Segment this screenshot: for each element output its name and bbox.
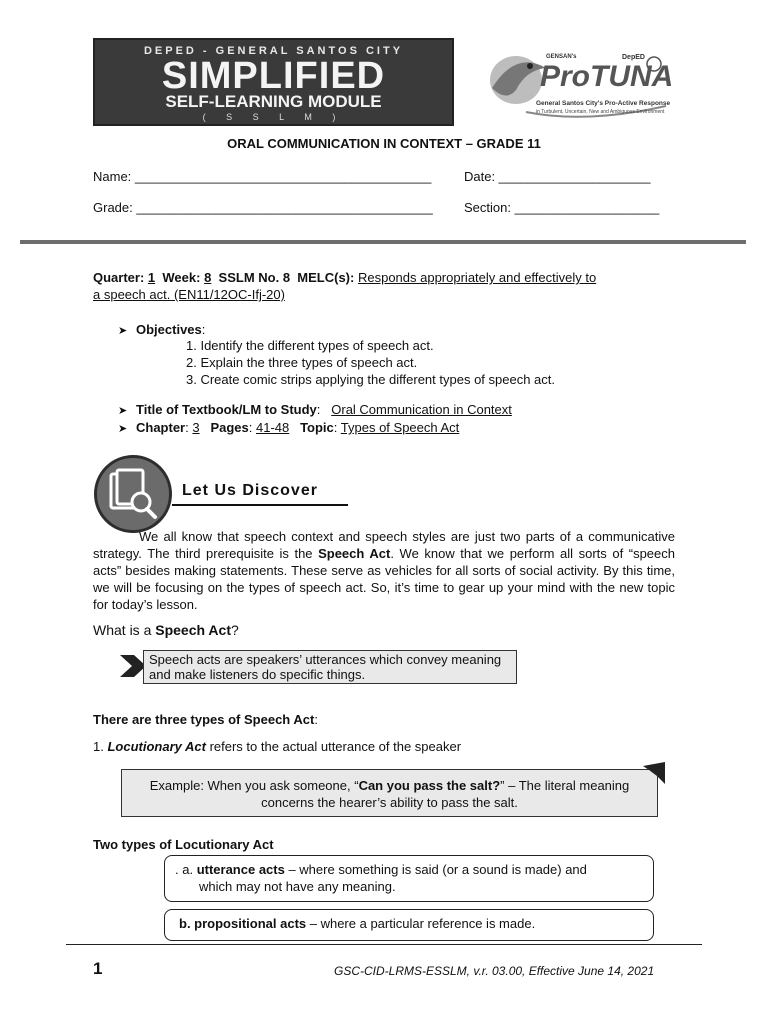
corner-arrow-icon [641, 762, 667, 786]
book-magnifier-icon [97, 458, 169, 530]
objective-item: 2. Explain the three types of speech act. [186, 355, 418, 370]
footer-divider [66, 944, 702, 945]
objective-item: 3. Create comic strips applying the different types of speech act. [186, 372, 556, 387]
textbook-value: Oral Communication in Context [331, 402, 512, 417]
utterance-line2: which may not have any meaning. [199, 879, 396, 894]
banner-top-line: DEPED - GENERAL SANTOS CITY [143, 45, 404, 57]
objective-item: 1. Identify the different types of speech act. [186, 338, 434, 353]
example-prefix: Example: When you ask someone, “ [149, 778, 359, 793]
quarter-value: 1 [147, 270, 156, 285]
logo-subtagline: in Turbulent, Uncertain, New and Ambiguous Environment [536, 109, 665, 115]
quarter-info [93, 269, 693, 286]
types-heading: There are three types of Speech Act: [93, 712, 318, 727]
grade-field[interactable]: Grade: _________________________________________ [93, 200, 433, 215]
logo-wordmark: ProTUNA [540, 60, 674, 93]
week-label: Week: [162, 270, 201, 285]
banner-acronym: ( S S L M ) [202, 112, 345, 122]
utterance-rest: – where something is said (or a sound is made) and [284, 862, 587, 877]
utterance-lead: . a. [175, 862, 197, 877]
logo-gensan: GENSAN's [546, 54, 577, 60]
speech-act-question [93, 622, 239, 638]
arrow-bullet-icon: ➤ [118, 405, 128, 417]
week-value: 8 [204, 270, 212, 285]
example-suffix: ” – The literal meaning concerns the hearer’s ability to pass the salt. [261, 778, 630, 810]
question-prefix: What is a [93, 622, 156, 638]
utterance-acts-box [164, 855, 654, 902]
banner-title: SIMPLIFIED [161, 55, 386, 97]
locutionary-definition [93, 738, 461, 755]
para-text-a: We all know that speech context and speech styles are just two parts of a communicative strategy. The third prerequisite is the [93, 529, 675, 561]
logo-tagline: General Santos City's Pro-Active Response [536, 100, 671, 107]
discover-icon-circle [94, 455, 172, 533]
logo-deped: DepED [622, 54, 645, 61]
sslm-banner [93, 38, 454, 126]
locutionary-rest: refers to the actual utterance of the speaker [205, 739, 462, 754]
types-heading-text: There are three types of Speech Act [93, 712, 315, 727]
textbook-label: Title of Textbook/LM to Study [136, 402, 317, 417]
two-types-heading: Two types of Locutionary Act [93, 837, 274, 852]
chapter-line: ➤ Chapter: 3 Pages: 41-48 Topic: Types of Speech Act [118, 419, 459, 438]
arrow-bullet-icon: ➤ [118, 325, 128, 337]
question-bold: Speech Act [155, 622, 231, 638]
topic-label: Topic [300, 420, 334, 435]
pages-value: 41-48 [255, 420, 290, 435]
header-divider [20, 240, 746, 244]
protuna-logo [486, 40, 676, 125]
propositional-term: b. propositional acts [179, 916, 307, 931]
pages-label: Pages [210, 420, 249, 435]
propositional-acts-box [164, 909, 654, 941]
objectives-list [186, 337, 555, 388]
arrow-bullet-icon: ➤ [118, 423, 128, 435]
utterance-term: utterance acts [196, 862, 285, 877]
locutionary-number: 1. [93, 739, 108, 754]
chapter-label: Chapter [136, 420, 186, 435]
objectives-label: Objectives [136, 322, 202, 337]
definition-box: Speech acts are speakers’ utterances which convey meaning and make listeners do specific things. [143, 650, 517, 684]
example-bold: Can you pass the salt? [358, 778, 501, 793]
sslm-number: SSLM No. 8 [218, 270, 291, 285]
example-box [121, 769, 658, 817]
topic-value: Types of Speech Act [340, 420, 460, 435]
page-number: 1 [93, 959, 103, 978]
question-suffix: ? [230, 622, 239, 638]
melc-label: MELC(s): [297, 270, 355, 285]
name-field[interactable]: Name: _________________________________________ [93, 169, 432, 184]
banner-subtitle: SELF-LEARNING MODULE [165, 92, 382, 111]
locutionary-term: Locutionary Act [107, 739, 206, 754]
discover-title: Let Us Discover [182, 482, 318, 499]
section-field[interactable]: Section: ____________________ [464, 200, 660, 215]
melc-text-line1: Responds appropriately and effectively to [357, 270, 597, 285]
objectives-heading: ➤ Objectives: [118, 321, 205, 340]
discover-underline [172, 504, 348, 506]
module-title: ORAL COMMUNICATION IN CONTEXT – GRADE 11 [227, 136, 541, 151]
chapter-value: 3 [192, 420, 200, 435]
propositional-rest: – where a particular reference is made. [306, 916, 536, 931]
para-bold: Speech Act [318, 546, 391, 561]
document-code: GSC-CID-LRMS-ESSLM, v.r. 03.00, Effective June 14, 2021 [334, 964, 655, 978]
discover-paragraph [93, 528, 675, 613]
para-text-b: . We know that we perform all sorts of “speech acts” besides making statements. These serve as vehicles for all sorts of social activity. By this time, we will be focusing on the types of speech act. So, it’s time to gear up your mind with the new topic for today’s lesson. [93, 546, 675, 612]
melc-text-line2: a speech act. (EN11/12OC-Ifj-20) [93, 287, 285, 302]
textbook-line: ➤ Title of Textbook/LM to Study: Oral Communication in Context [118, 401, 512, 420]
quarter-label: Quarter: [93, 270, 145, 285]
date-field[interactable]: Date: _____________________ [464, 169, 651, 184]
